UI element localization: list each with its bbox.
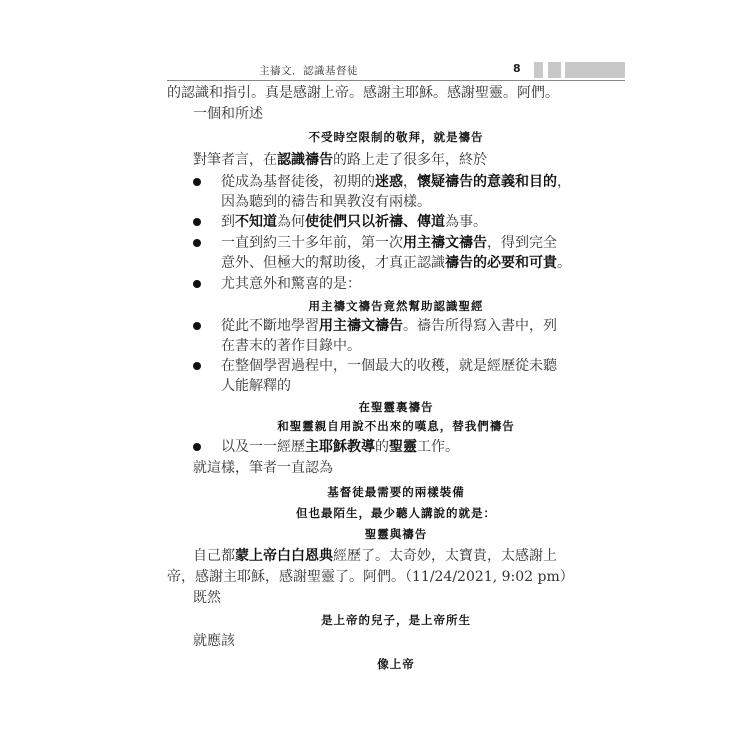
paragraph-line: 就應該 <box>193 633 235 649</box>
paragraph-line: 就這樣，筆者一直認為 <box>193 460 333 476</box>
bullet-icon <box>193 280 201 288</box>
emphasis-heading: 是上帝的兒子，是上帝所生 <box>321 613 471 627</box>
emphasis-heading: 不受時空限制的敬拜，就是禱告 <box>308 130 484 144</box>
emphasis-heading: 用主禱文禱告竟然幫助認識聖經 <box>308 299 484 313</box>
list-item: 從此不斷地學習用主禱文禱告。禱告所得寫入書中，列 <box>221 318 557 334</box>
header-decor-bar <box>565 62 625 78</box>
list-item: 尤其意外和驚喜的是： <box>221 276 361 292</box>
list-item-continuation: 人能解釋的 <box>221 378 291 394</box>
page-header <box>167 60 625 82</box>
list-item-continuation: 在書末的著作目錄中。 <box>221 338 361 354</box>
emphasis-heading: 在聖靈裏禱告 <box>358 400 434 414</box>
emphasis-heading: 和聖靈親自用說不出來的嘆息，替我們禱告 <box>277 419 515 433</box>
bullet-icon <box>193 239 201 247</box>
list-item-continuation: 因為聽到的禱告和異教沒有兩樣。 <box>221 194 431 210</box>
bullet-icon <box>193 322 201 330</box>
paragraph-line: 對筆者言，在認識禱告的路上走了很多年，終於 <box>193 152 487 168</box>
bullet-icon <box>193 218 201 226</box>
page-number: 8 <box>513 62 521 75</box>
emphasis-heading: 基督徒最需要的兩樣裝備 <box>327 485 465 499</box>
list-item: 到不知道為何使徒們只以祈禱、傳道為事。 <box>221 214 487 230</box>
list-item: 一直到約三十多年前，第一次用主禱文禱告，得到完全 <box>221 235 557 251</box>
paragraph-line: 的認識和指引。真是感謝上帝。感謝主耶穌。感謝聖靈。阿們。 <box>167 85 559 101</box>
list-item: 從成為基督徒後，初期的迷惑，懷疑禱告的意義和目的， <box>221 174 571 190</box>
bullet-icon <box>193 178 201 186</box>
paragraph-line: 一個和所述 <box>193 106 263 122</box>
header-rule <box>167 80 625 81</box>
emphasis-heading: 聖靈與禱告 <box>364 527 428 541</box>
list-item: 在整個學習過程中，一個最大的收穫，就是經歷從未聽 <box>221 358 557 374</box>
paragraph-line: 既然 <box>193 590 221 606</box>
paragraph-line: 自己都蒙上帝白白恩典經歷了。太奇妙，太寶貴，太感謝上 <box>193 548 557 564</box>
emphasis-heading: 但也最陌生，最少聽人講說的就是： <box>296 506 496 520</box>
list-item: 以及一一經歷主耶穌教導的聖靈工作。 <box>221 439 459 455</box>
header-decor-bar <box>534 62 543 78</box>
bullet-icon <box>193 443 201 451</box>
header-decor-bar <box>548 62 561 78</box>
running-title: 主禱文．認識基督徒 <box>259 65 358 77</box>
bullet-icon <box>193 362 201 370</box>
list-item-continuation: 意外、但極大的幫助後，才真正認識禱告的必要和可貴。 <box>221 255 571 271</box>
paragraph-line: 帝，感謝主耶穌，感謝聖靈了。阿們。（11/24/2021, 9:02 pm） <box>167 569 574 585</box>
emphasis-heading: 像上帝 <box>377 657 415 671</box>
